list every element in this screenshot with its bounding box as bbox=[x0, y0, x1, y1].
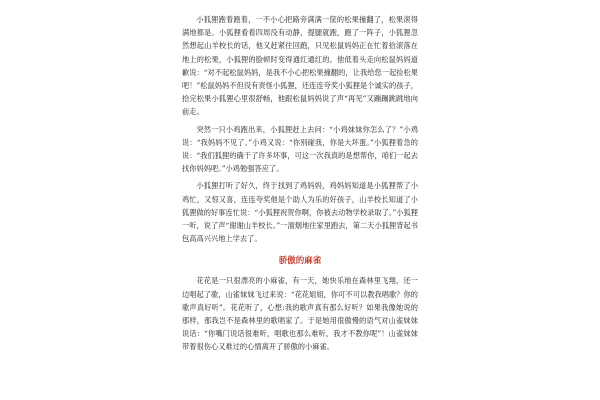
text-column bbox=[182, 13, 418, 354]
story2-title: 骄傲的麻雀 bbox=[278, 256, 322, 267]
story1-paragraph-3: 小狐狸打听了好久，终于找到了鸡妈妈，鸡妈妈知道是小狐狸帮了小鸡忙，又惊又喜，连连夸奖他是个助人为乐的好孩子，山羊校长知道了小狐狸做的好事连忙说：“小狐狸祝贺你啊，你被去动物学校录取了。”小狐狸一听，说了声“谢谢山羊校长。”一溜烟地往家里跑去，第二天小狐狸背起书包高高兴兴地上学去了。 bbox=[182, 181, 418, 244]
story1-paragraph-2: 突然一只小鸡跑出来，小狐狸赶上去问：“小鸡妹妹你怎么了？”小鸡说：“我妈妈不见了。”小鸡又说：“你别碰我，你是大坏蛋。”小狐狸着急的说：“我们狐狸的确干了许多坏事，可这一次我真的是想帮你，咱们一起去找你妈妈吧。”小鸡勉强答应了。 bbox=[182, 124, 418, 174]
story1-paragraph-1: 小狐狸跑着跑着，一不小心把路旁满满一筐的松果撞翻了，松果滚得满地都是。小狐狸看看四周没有动静，提腿就跑，跑了一阵子，小狐狸忽然想起山羊校长的话，他又赶紧往回跑，只见松鼠妈妈正在忙着拾滚落在地上的松果，小狐狸的脸顿时变得通红通红的。他低着头走向松鼠妈妈道歉说：“对不起松鼠妈妈，是我不小心把松果撞翻的，让我给您一起捡松果吧！”松鼠妈妈不但没有责怪小狐狸，还连连夸奖小狐狸是个诚实的孩子，拾完松果小狐狸心里很舒畅，他跟松鼠妈妈说了声“再见”又蹦蹦跳跳地向前走。 bbox=[182, 15, 418, 117]
story2-paragraph-1: 花花是一只很漂亮的小麻雀，有一天，她快乐地在森林里飞翔，还一边唱起了歌，山雀妹妹飞过来说：“花花姐姐，你可不可以教我唱歌？你的歌声真好听”。花花听了，心想:我的歌声真有那么好听？如果我像她说的那样，那我岂不是森林里的歌唱家了。于是她用很傲慢的语气对山雀妹妹说话：“你嘴门说话很难听，唱歌也那么难听，我才不教你呢”！山雀妹妹带着很伤心又难过的心情离开了骄傲的小麻雀。 bbox=[182, 276, 418, 352]
